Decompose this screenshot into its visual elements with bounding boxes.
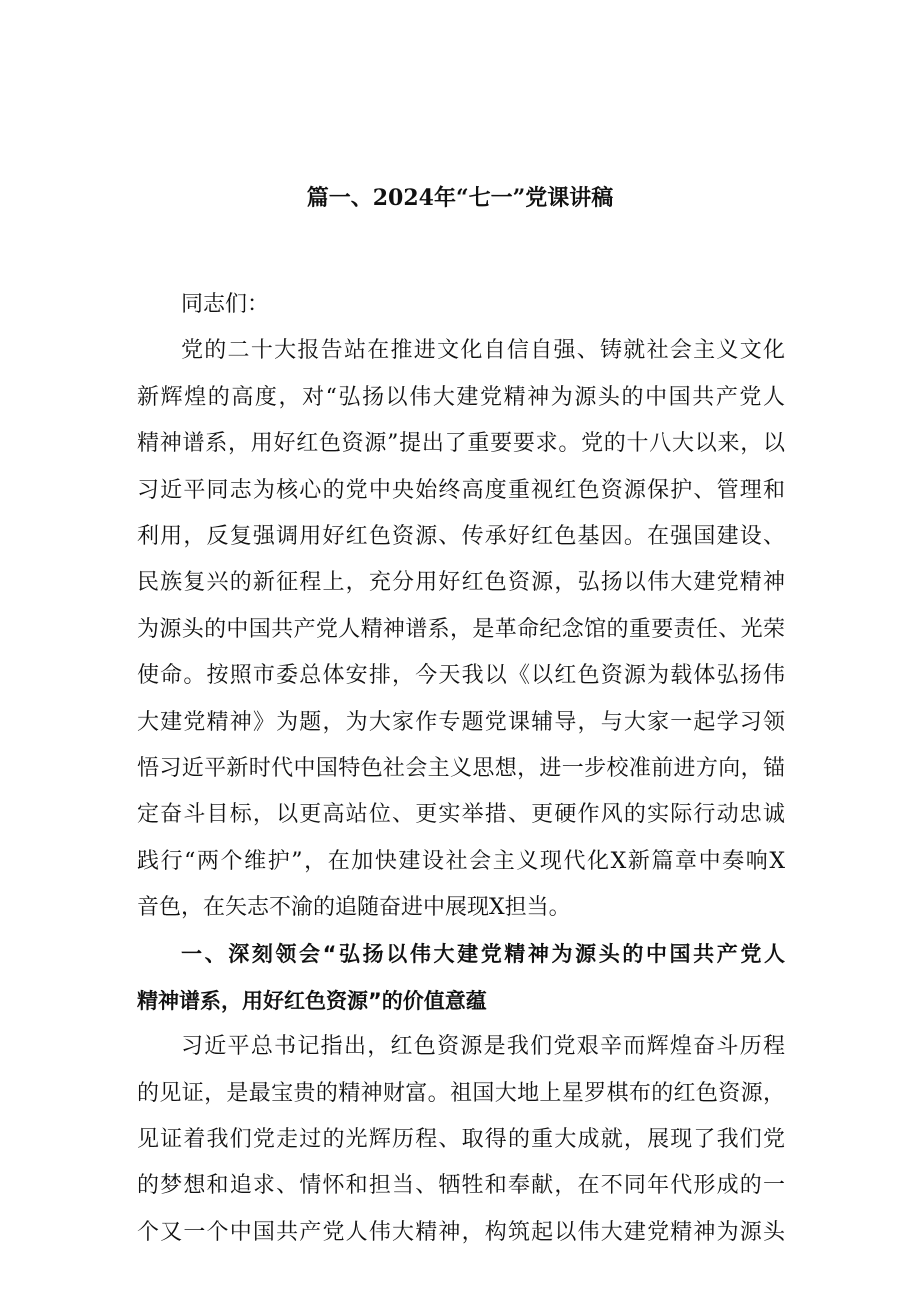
paragraph-line: 同志们：: [181, 292, 270, 317]
paragraph-line: 践行“两个维护”，在加快建设社会主义现代化X新篇章中奏响X: [137, 848, 785, 874]
paragraph-line: 习近平总书记指出，红色资源是我们党艰辛而辉煌奋斗历程: [181, 1034, 785, 1060]
paragraph-line: 为源头的中国共产党人精神谱系，是革命纪念馆的重要责任、光荣: [137, 616, 785, 642]
paragraph-line: 民族复兴的新征程上，充分用好红色资源，弘扬以伟大建党精神: [137, 570, 785, 596]
paragraph-line: 音色，在矢志不渝的追随奋进中展现X担当。: [137, 895, 571, 921]
paragraph-line: 精神谱系，用好红色资源”提出了重要要求。党的十八大以来，以: [137, 431, 785, 457]
paragraph-line: 的梦想和追求、情怀和担当、牺牲和奉献，在不同年代形成的一: [137, 1173, 785, 1199]
paragraph-line: 党的二十大报告站在推进文化自信自强、铸就社会主义文化: [181, 338, 785, 364]
paragraph-line: 的见证，是最宝贵的精神财富。祖国大地上星罗棋布的红色资源，: [137, 1080, 785, 1106]
paragraph-line: 利用，反复强调用好红色资源、传承好红色基因。在强国建设、: [137, 523, 785, 549]
paragraph-line: 大建党精神》为题，为大家作专题党课辅导，与大家一起学习领: [137, 709, 785, 735]
paragraph-line: 定奋斗目标，以更高站位、更实举措、更硬作风的实际行动忠诚: [137, 802, 785, 828]
section-heading-line: 精神谱系，用好红色资源”的价值意蕴: [137, 988, 487, 1013]
paragraph-line: 见证着我们党走过的光辉历程、取得的重大成就，展现了我们党: [137, 1127, 785, 1153]
paragraph-line: 习近平同志为核心的党中央始终高度重视红色资源保护、管理和: [137, 477, 785, 503]
document-title: 篇一、2024年“七一”党课讲稿: [306, 185, 614, 211]
section-heading-line: 一、深刻领会“弘扬以伟大建党精神为源头的中国共产党人: [181, 942, 785, 967]
document-body: [137, 282, 785, 1256]
paragraph-line: 个又一个中国共产党人伟大精神，构筑起以伟大建党精神为源头: [137, 1219, 785, 1245]
paragraph-line: 使命。按照市委总体安排，今天我以《以红色资源为载体弘扬伟: [137, 663, 785, 689]
paragraph-line: 悟习近平新时代中国特色社会主义思想，进一步校准前进方向，锚: [137, 755, 785, 781]
paragraph-line: 新辉煌的高度，对“弘扬以伟大建党精神为源头的中国共产党人: [137, 384, 785, 410]
